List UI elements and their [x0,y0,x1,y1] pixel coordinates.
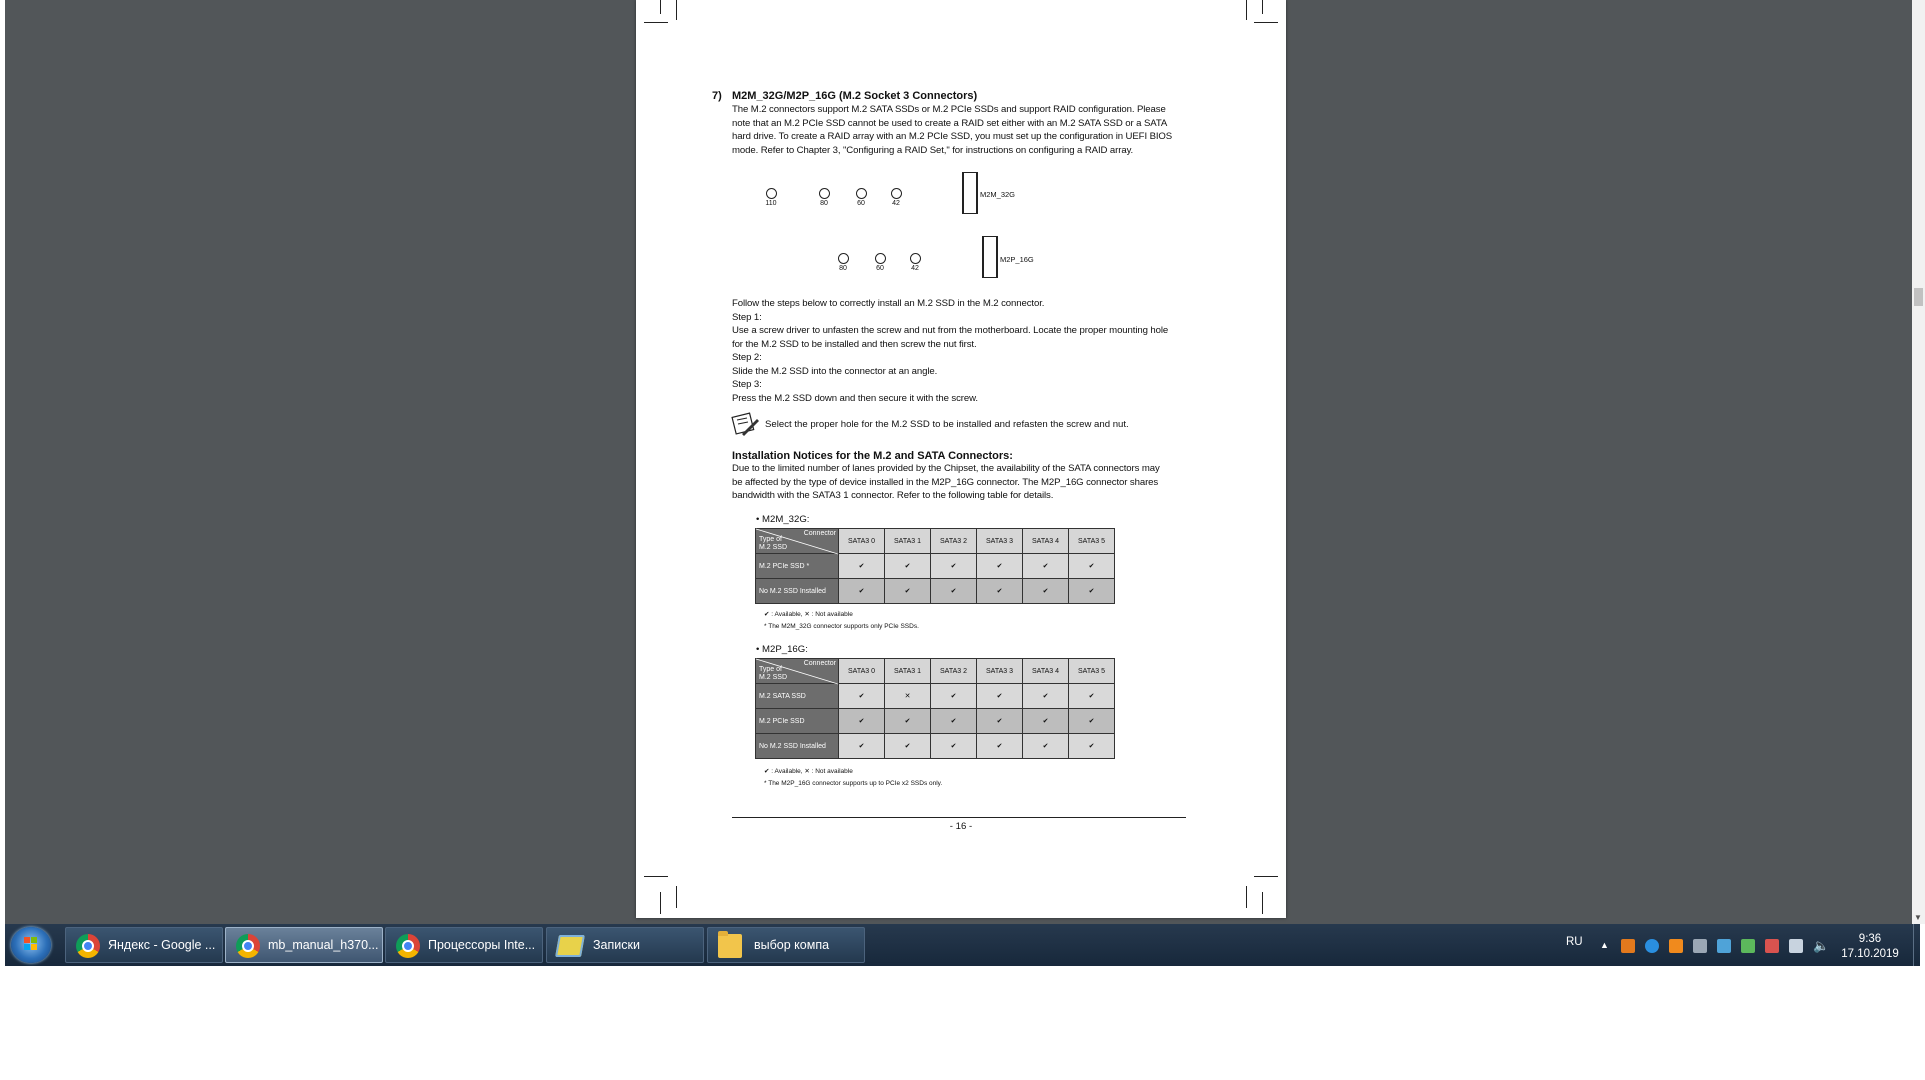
chrome-icon [396,934,420,958]
table-cell: ✔ [931,554,977,579]
folder-icon [718,934,742,958]
table-cell: ✔ [1023,684,1069,709]
table-cell: ✔ [839,684,885,709]
page-number: - 16 - [949,821,973,832]
table-cell: ✔ [885,734,931,759]
display-icon[interactable] [1789,939,1803,953]
clock-date: 17.10.2019 [1841,948,1899,960]
row-label: M.2 SATA SSD [756,684,839,709]
corner-bottom-label: Type of M.2 SSD [759,536,788,551]
table-row [756,554,1115,579]
crop-mark [676,0,677,20]
m2-connector [982,236,998,278]
col-header: SATA3 5 [1069,529,1115,554]
hole-label: 80 [820,200,828,207]
row-label: M.2 PCIe SSD [756,709,839,734]
crop-mark [660,892,661,914]
mount-hole [875,253,886,264]
hole-label: 80 [839,265,847,272]
table2-footnote: * The M2P_16G connector supports up to PCIe x2 SSDs only. [764,780,943,787]
language-indicator[interactable]: RU [1566,936,1583,948]
table-cell: ✔ [1023,709,1069,734]
table-cell: ✔ [931,709,977,734]
table-cell: ✔ [1069,579,1115,604]
col-header: SATA3 4 [1023,529,1069,554]
install-line: Due to the limited number of lanes provided by the Chipset, the availability of the SATA connectors may [732,463,1160,474]
table-cell: ✔ [1023,579,1069,604]
corner-bottom-label: Type of M.2 SSD [759,666,788,681]
step-line: Follow the steps below to correctly install an M.2 SSD in the M.2 connector. [732,298,1045,309]
step-line: Step 3: [732,379,762,390]
crop-mark [1246,0,1247,20]
sata-table-m2p [755,658,1115,759]
col-header: SATA3 1 [885,659,931,684]
intro-line: The M.2 connectors support M.2 SATA SSDs or M.2 PCIe SSDs and support RAID configuration. Please [732,104,1166,115]
taskbar-item-yandex[interactable] [65,927,223,963]
hole-label: 42 [911,265,919,272]
clock-time: 9:36 [1858,933,1882,945]
windows-logo-icon [24,937,38,951]
notes-icon [555,935,585,957]
start-button[interactable] [11,927,51,963]
table-cell: ✔ [977,734,1023,759]
taskbar-item-label: выбор компа [754,938,830,952]
taskbar-item-processors[interactable] [385,927,543,963]
taskbar-item-label: Процессоры Inte... [428,938,536,952]
table-cell: ✔ [931,579,977,604]
hole-label: 110 [765,200,777,207]
note-text: Select the proper hole for the M.2 SSD to be installed and refasten the screw and nut. [765,419,1129,430]
mount-hole [856,188,867,199]
table1-title: • M2M_32G: [756,514,810,525]
crop-mark [644,876,668,877]
hole-label: 60 [857,200,865,207]
table-cell: ✔ [839,709,885,734]
table-cell: ✔ [1023,554,1069,579]
taskbar-item-notes[interactable] [546,927,704,963]
connector-label: M2M_32G [980,190,1016,199]
col-header: SATA3 4 [1023,659,1069,684]
taskbar-item-manual[interactable] [225,927,383,963]
hole-label: 60 [876,265,884,272]
table1-footnote: * The M2M_32G connector supports only PCIe SSDs. [764,623,919,630]
network-adapter-icon[interactable] [1693,939,1707,953]
col-header: SATA3 5 [1069,659,1115,684]
table-row [756,579,1115,604]
pdf-viewer[interactable] [5,0,1912,924]
crop-mark [676,886,677,908]
table-cell: ✔ [931,734,977,759]
table-cell: ✔ [1069,734,1115,759]
table-cell: ✔ [839,734,885,759]
col-header: SATA3 2 [931,659,977,684]
crop-mark [1262,0,1263,14]
footer-rule [732,817,1186,818]
table-cell: ✔ [977,579,1023,604]
intro-line: hard drive. To create a RAID array with an M.2 PCIe SSD, you must set up the configuration in UEFI BIOS [732,131,1173,142]
table-cell: ✔ [1069,554,1115,579]
taskbar [5,924,1920,966]
table-cell: ✔ [1023,734,1069,759]
scroll-down-arrow-icon[interactable]: ▼ [1914,913,1922,922]
screen [5,0,1920,966]
table-cell: ✔ [885,579,931,604]
step-line: Step 1: [732,311,762,323]
connector-label: M2P_16G [1000,255,1034,264]
table-cell: ✔ [839,554,885,579]
table-cell: ✔ [885,554,931,579]
clock[interactable] [1835,932,1905,962]
crop-mark [644,22,668,23]
install-title: Installation Notices for the M.2 and SATA Connectors: [732,450,1013,462]
mount-hole [838,253,849,264]
speaker-icon[interactable]: 🔈 [1813,938,1830,953]
taskbar-item-label: Записки [593,938,640,952]
tray-expand-icon[interactable]: ▲ [1600,940,1609,950]
intro-line: note that an M.2 PCIe SSD cannot be used to create a RAID set either with an M.2 SATA SSD or a SATA [732,117,1168,129]
mount-hole [819,188,830,199]
step-line: Use a screw driver to unfasten the screw and nut from the motherboard. Locate the proper mounting hole [732,325,1169,336]
table-corner [756,529,839,554]
table-cell: ✕ [885,684,931,709]
corner-top-label: Connector [803,530,836,537]
m2-connector [962,172,978,214]
note-pencil-icon [732,412,760,436]
table-row [756,734,1115,759]
table1-legend: ✔ : Available, ✕ : Not available [764,611,853,618]
row-label: No M.2 SSD Installed [756,579,839,604]
crop-mark [1254,876,1278,877]
sync-icon[interactable] [1645,939,1659,953]
mount-hole [910,253,921,264]
table2-title: • M2P_16G: [756,644,808,655]
table-cell: ✔ [931,684,977,709]
chrome-icon [236,934,260,958]
step-line: Press the M.2 SSD down and then secure it with the screw. [732,392,978,404]
table-cell: ✔ [1069,709,1115,734]
section-title: M2M_32G/M2P_16G (M.2 Socket 3 Connectors) [732,90,978,102]
corner-top-label: Connector [803,660,836,667]
row-label: No M.2 SSD Installed [756,734,839,759]
row-label: M.2 PCIe SSD * [756,554,839,579]
col-header: SATA3 2 [931,529,977,554]
sata-table-m2m [755,528,1115,604]
taskbar-item-folder[interactable] [707,927,865,963]
hole-label: 42 [892,200,900,207]
install-line: be affected by the type of device installed in the M2P_16G connector. The M2P_16G connector shares [732,476,1159,488]
table-cell: ✔ [885,709,931,734]
crop-mark [1262,892,1263,914]
taskbar-item-label: mb_manual_h370... [268,938,379,952]
install-notice [732,450,1186,503]
section-number: 7) [712,90,722,102]
table-cell: ✔ [1069,684,1115,709]
vertical-scrollbar[interactable] [1912,0,1925,924]
col-header: SATA3 0 [839,659,885,684]
table-header-row [756,659,1115,684]
col-header: SATA3 1 [885,529,931,554]
taskbar-item-label: Яндекс - Google ... [108,938,216,952]
crop-mark [660,0,661,14]
table-cell: ✔ [839,579,885,604]
table-row [756,684,1115,709]
chrome-icon [76,934,100,958]
mount-hole [766,188,777,199]
pdf-page [636,0,1286,918]
scrollbar-thumb[interactable] [1914,288,1923,306]
install-line: bandwidth with the SATA3 1 connector. Refer to the following table for details. [732,490,1054,501]
steps-block [732,297,1186,405]
download-icon[interactable] [1741,939,1755,953]
table-cell: ✔ [977,684,1023,709]
show-desktop-button[interactable] [1913,924,1921,966]
page-content [712,90,1186,157]
table-cell: ✔ [977,554,1023,579]
volume-mixer-icon[interactable] [1621,939,1635,953]
step-line: Slide the M.2 SSD into the connector at an angle. [732,365,938,377]
step-line: Step 2: [732,352,762,363]
table-row [756,709,1115,734]
avast-icon[interactable] [1669,939,1683,953]
network-icon[interactable] [1717,939,1731,953]
crop-mark [1246,886,1247,908]
table-header-row [756,529,1115,554]
step-line: for the M.2 SSD to be installed and then screw the nut first. [732,338,977,350]
crop-mark [1254,22,1278,23]
col-header: SATA3 3 [977,529,1023,554]
flag-icon[interactable] [1765,939,1779,953]
table-corner [756,659,839,684]
col-header: SATA3 3 [977,659,1023,684]
col-header: SATA3 0 [839,529,885,554]
mount-hole [891,188,902,199]
intro-line: mode. Refer to Chapter 3, "Configuring a RAID Set," for instructions on configuring a RAID array. [732,144,1134,156]
table-cell: ✔ [977,709,1023,734]
table2-legend: ✔ : Available, ✕ : Not available [764,768,853,775]
